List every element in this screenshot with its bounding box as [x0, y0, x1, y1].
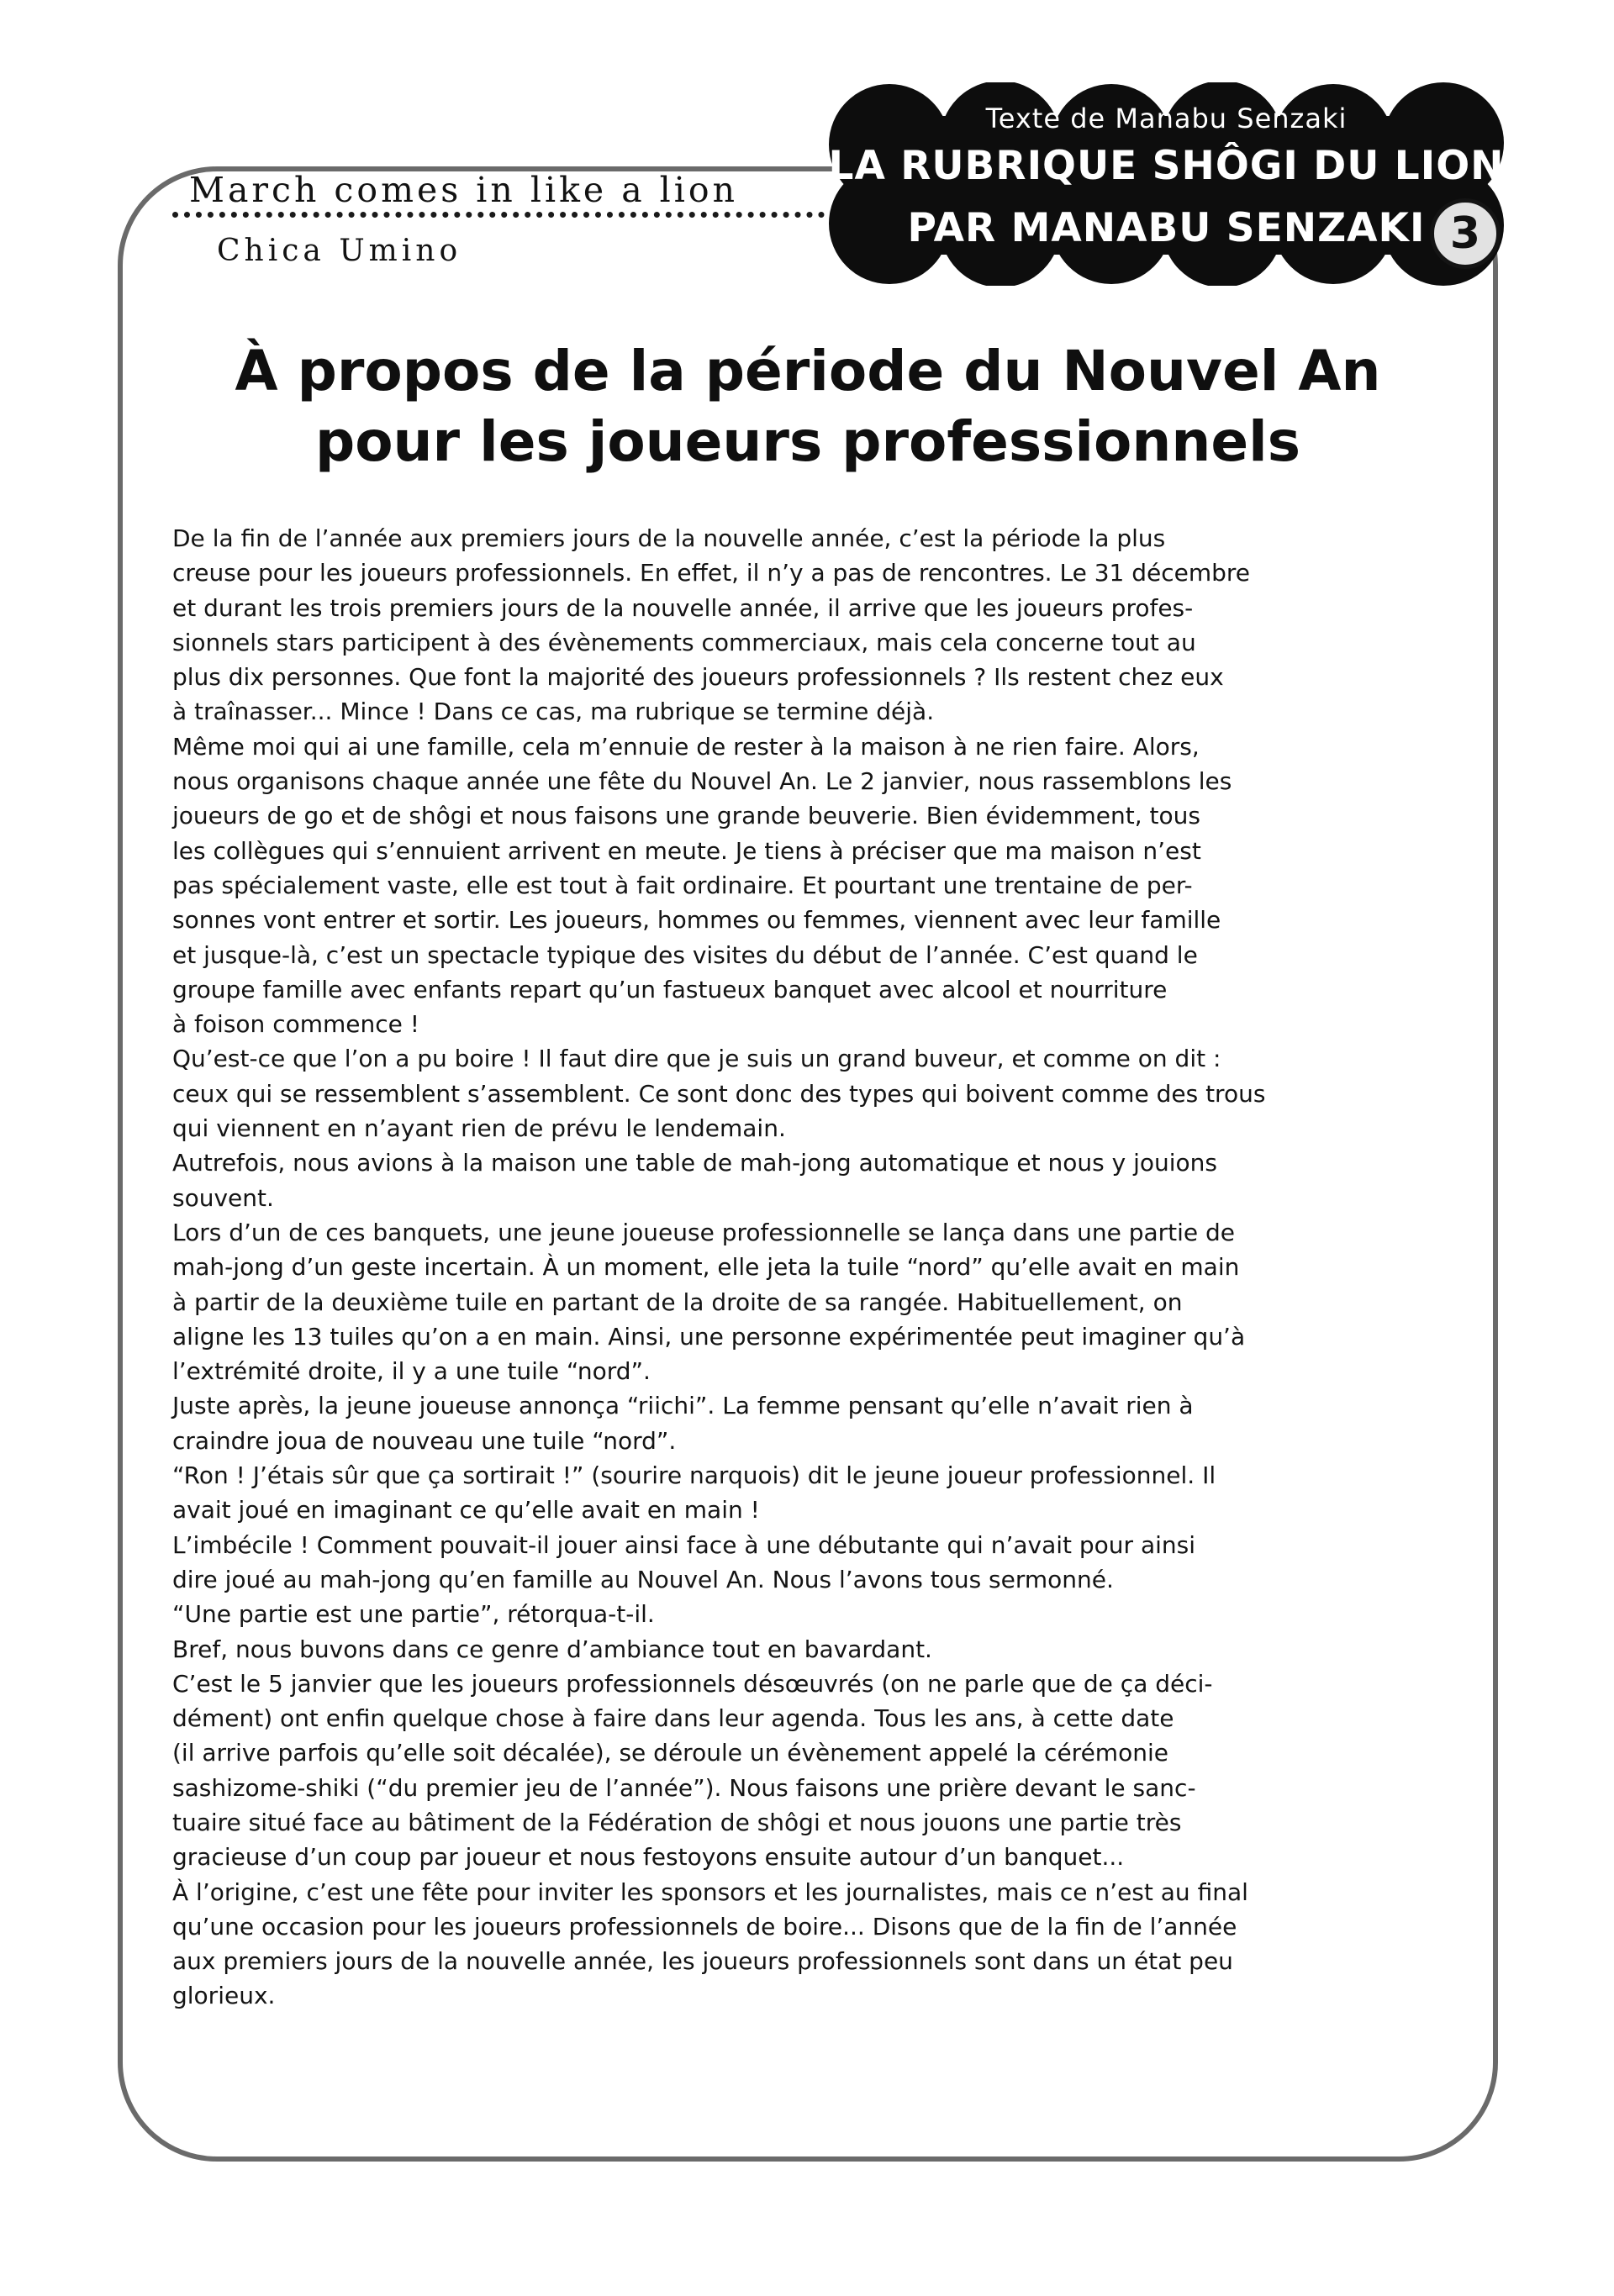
article-title-line1: À propos de la période du Nouvel An [235, 339, 1381, 403]
body-text-line: À l’origine, c’est une fête pour inviter les sponsors et les journalistes, mais ce n’est au final [172, 1877, 1248, 1906]
body-text-line: (il arrive parfois qu’elle soit décalée), se déroule un évènement appelé la cérémonie [172, 1739, 1168, 1767]
author-name: Chica Umino [217, 234, 462, 268]
body-text-line: craindre joua de nouveau une tuile “nord”. [172, 1426, 677, 1455]
body-text-line: joueurs de go et de shôgi et nous faisons une grande beuverie. Bien évidemment, tous [172, 802, 1200, 830]
body-text-line: “Une partie est une partie”, rétorqua-t-il. [172, 1600, 655, 1629]
body-text-line: à partir de la deuxième tuile en partant de la droite de sa rangée. Habituellement, on [172, 1288, 1183, 1316]
article-title-line2: pour les joueurs professionnels [314, 409, 1301, 474]
series-title: March comes in like a lion [189, 170, 738, 210]
body-text-line: C’est le 5 janvier que les joueurs professionnels désœuvrés (on ne parle que de ça déci- [172, 1669, 1213, 1698]
body-text-line: souvent. [172, 1183, 274, 1212]
body-text-line: avait joué en imaginant ce qu’elle avait en main ! [172, 1496, 760, 1525]
body-text-line: à traînasser... Mince ! Dans ce cas, ma rubrique se termine déjà. [172, 698, 935, 726]
dotted-divider [172, 212, 836, 218]
body-text-line: tuaire situé face au bâtiment de la Fédération de shôgi et nous jouons une partie très [172, 1808, 1182, 1836]
body-text-line: qu’une occasion pour les joueurs professionnels de boire... Disons que de la fin de l’année [172, 1912, 1237, 1941]
body-text-line: De la fin de l’année aux premiers jours de la nouvelle année, c’est la période la plus [172, 524, 1166, 552]
body-text-line: dément) ont enfin quelque chose à faire dans leur agenda. Tous les ans, à cette date [172, 1704, 1174, 1733]
column-badge [824, 82, 1509, 286]
body-text-line: à foison commence ! [172, 1010, 419, 1039]
article-title [118, 336, 1498, 477]
body-text-line: aux premiers jours de la nouvelle année, les joueurs professionnels sont dans un état peu [172, 1947, 1233, 1976]
page-number: 3 [1449, 208, 1481, 259]
badge-credit: Texte de Manabu Senzaki [985, 103, 1348, 134]
body-text-line: Bref, nous buvons dans ce genre d’ambiance tout en bavardant. [172, 1635, 932, 1663]
body-text-line: les collègues qui s’ennuient arrivent en meute. Je tiens à préciser que ma maison n’est [172, 836, 1201, 865]
body-text-line: Juste après, la jeune joueuse annonça “riichi”. La femme pensant qu’elle n’avait rien à [172, 1392, 1194, 1420]
body-text-line: Même moi qui ai une famille, cela m’ennuie de rester à la maison à ne rien faire. Alors, [172, 732, 1200, 761]
body-text-line: L’imbécile ! Comment pouvait-il jouer ainsi face à une débutante qui n’avait pour ainsi [172, 1530, 1196, 1559]
body-text-line: Qu’est-ce que l’on a pu boire ! Il faut dire que je suis un grand buveur, et comme on dit : [172, 1045, 1221, 1073]
badge-title-line2: PAR MANABU SENZAKI [907, 205, 1426, 251]
body-text-line: l’extrémité droite, il y a une tuile “nord”. [172, 1357, 651, 1386]
body-text-line: Lors d’un de ces banquets, une jeune joueuse professionnelle se lança dans une partie de [172, 1218, 1236, 1246]
body-text-line: mah-jong d’un geste incertain. À un moment, elle jeta la tuile “nord” qu’elle avait en main [172, 1253, 1240, 1282]
body-text-line: qui viennent en n’ayant rien de prévu le lendemain. [172, 1114, 786, 1143]
badge-title-line1: LA RUBRIQUE SHÔGI DU LION [828, 143, 1505, 189]
body-text-line: pas spécialement vaste, elle est tout à fait ordinaire. Et pourtant une trentaine de per- [172, 871, 1193, 899]
body-text-line: gracieuse d’un coup par joueur et nous festoyons ensuite autour d’un banquet... [172, 1843, 1125, 1872]
body-text-line: “Ron ! J’étais sûr que ça sortirait !” (sourire narquois) dit le jeune joueur professionnel. Il [172, 1461, 1216, 1490]
body-text-line: dire joué au mah-jong qu’en famille au Nouvel An. Nous l’avons tous sermonné. [172, 1565, 1114, 1593]
body-text-line: groupe famille avec enfants repart qu’un fastueux banquet avec alcool et nourriture [172, 975, 1168, 1003]
body-text-line: nous organisons chaque année une fête du Nouvel An. Le 2 janvier, nous rassemblons les [172, 767, 1232, 796]
page-number-badge [1430, 198, 1501, 269]
article-body [172, 521, 1467, 2014]
body-text-line: glorieux. [172, 1982, 276, 2010]
body-text-line: et durant les trois premiers jours de la nouvelle année, il arrive que les joueurs profes- [172, 593, 1194, 622]
body-text-line: sonnes vont entrer et sortir. Les joueurs, hommes ou femmes, viennent avec leur famille [172, 906, 1221, 935]
body-text-line: aligne les 13 tuiles qu’on a en main. Ainsi, une personne expérimentée peut imaginer qu’à [172, 1322, 1246, 1351]
body-text-line: et jusque-là, c’est un spectacle typique des visites du début de l’année. C’est quand le [172, 940, 1198, 969]
body-text-line: sashizome-shiki (“du premier jeu de l’année”). Nous faisons une prière devant le sanc- [172, 1773, 1196, 1802]
body-text-line: plus dix personnes. Que font la majorité des joueurs professionnels ? Ils restent chez eux [172, 663, 1224, 692]
body-text-line: creuse pour les joueurs professionnels. En effet, il n’y a pas de rencontres. Le 31 décembre [172, 559, 1251, 587]
body-text-line: Autrefois, nous avions à la maison une table de mah-jong automatique et nous y jouions [172, 1149, 1218, 1177]
body-text-line: sionnels stars participent à des évènements commerciaux, mais cela concerne tout au [172, 628, 1196, 656]
body-text-line: ceux qui se ressemblent s’assemblent. Ce sont donc des types qui boivent comme des trous [172, 1079, 1266, 1108]
